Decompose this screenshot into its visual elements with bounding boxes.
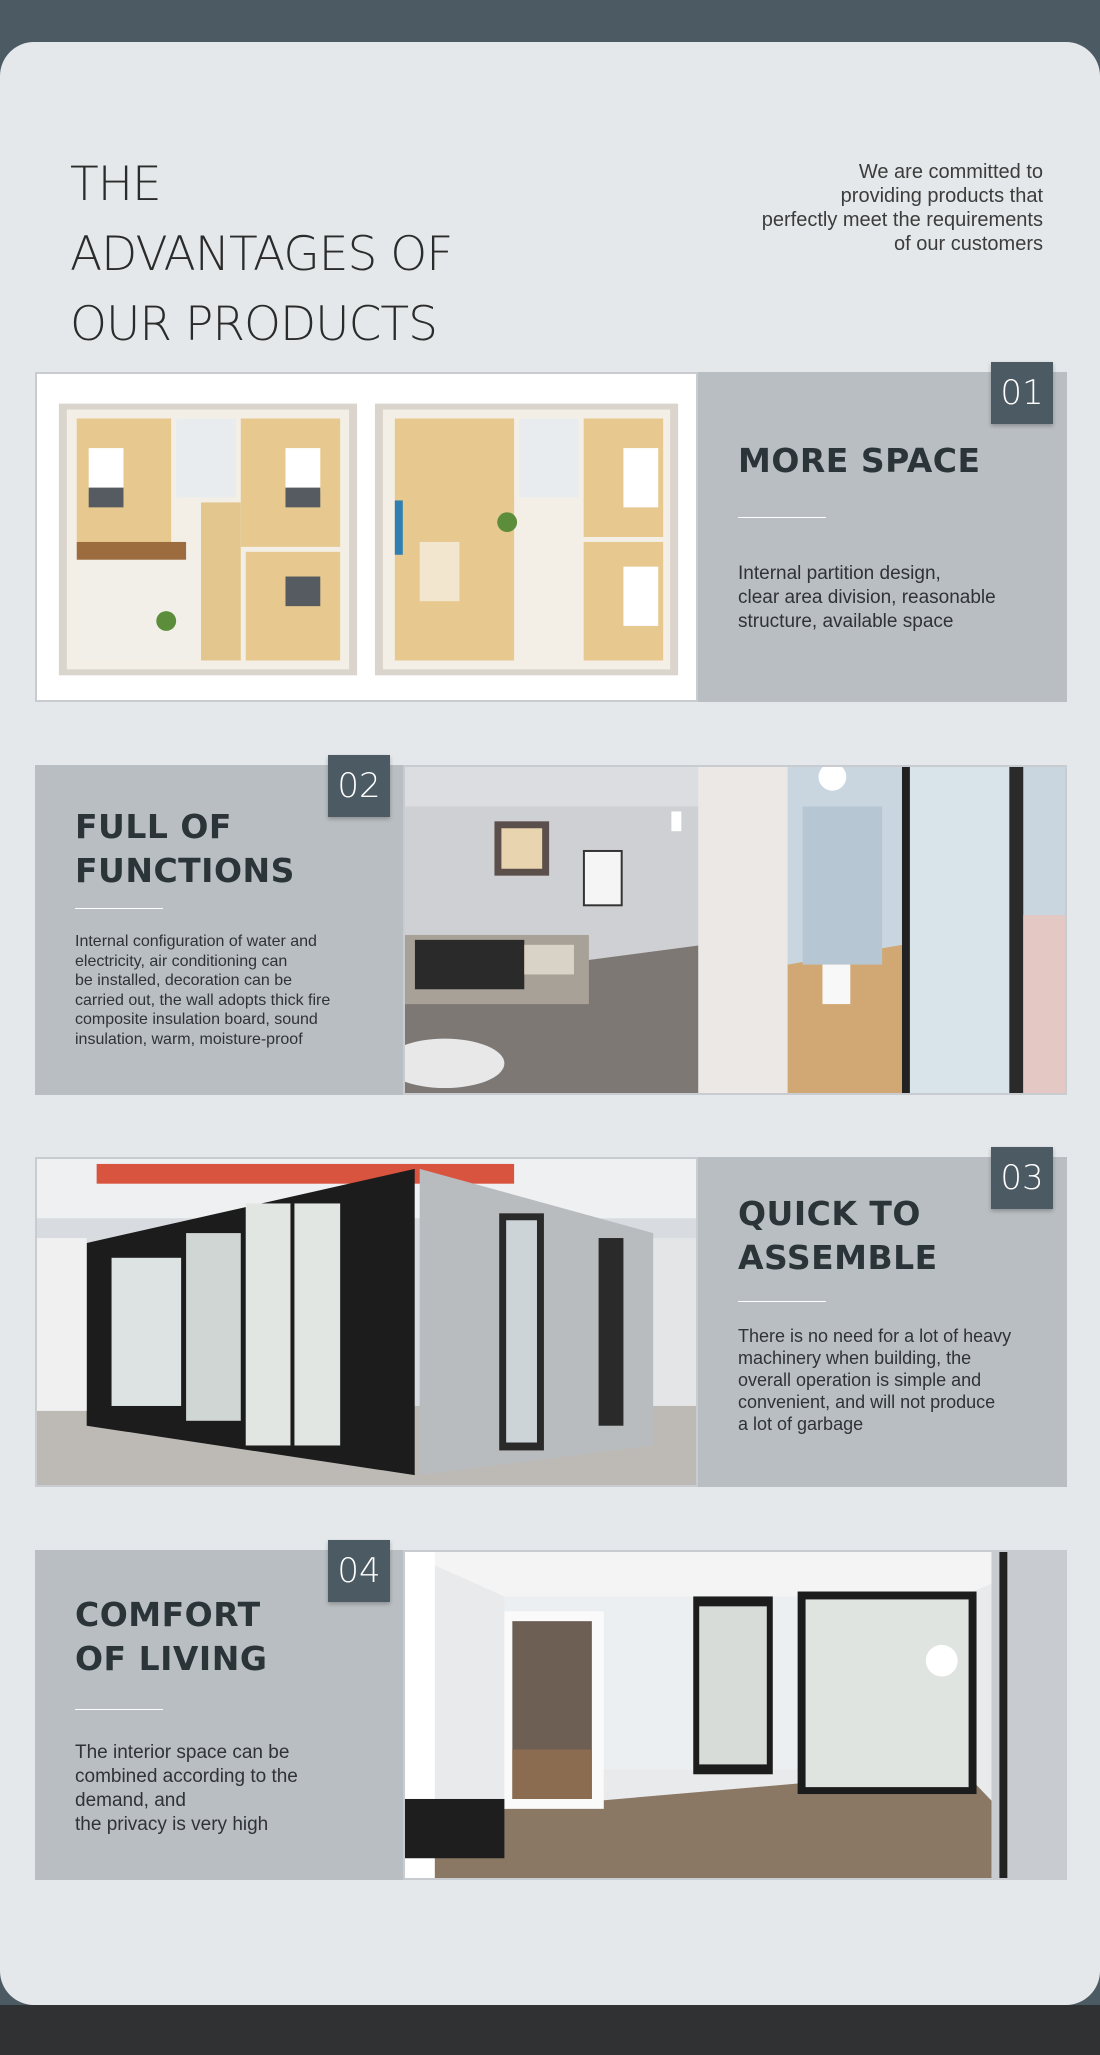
- description-line: There is no need for a lot of heavy: [738, 1326, 1012, 1346]
- living-room-bathroom-image: [403, 765, 1067, 1095]
- section-description: [75, 932, 395, 1049]
- section-number-badge: 01: [991, 362, 1053, 424]
- description-line: The interior space can be: [75, 1742, 290, 1763]
- divider-line: [738, 517, 826, 518]
- description-line: clear area division, reasonable: [738, 587, 996, 608]
- feature-section-assemble: [35, 1157, 1067, 1487]
- page-title-line: OUR PRODUCTS: [70, 297, 437, 352]
- description-line: insulation, warm, moisture-proof: [75, 1030, 303, 1048]
- floor-plan-image: [35, 372, 698, 702]
- description-line: convenient, and will not produce: [738, 1392, 996, 1412]
- section-title-line: FUNCTIONS: [75, 851, 295, 890]
- bottom-band: [0, 2005, 1100, 2055]
- section-title-line: OF LIVING: [75, 1639, 268, 1678]
- tagline-line: providing products that: [840, 185, 1043, 207]
- section-title: [738, 439, 981, 483]
- divider-line: [738, 1301, 826, 1302]
- description-line: overall operation is simple and: [738, 1370, 982, 1390]
- description-line: demand, and: [75, 1790, 186, 1811]
- section-number-badge: 04: [328, 1540, 390, 1602]
- description-line: structure, available space: [738, 611, 954, 632]
- section-number-badge: 02: [328, 755, 390, 817]
- tagline-line: perfectly meet the requirements: [761, 209, 1043, 231]
- interior-room-image: [403, 1550, 1067, 1880]
- feature-section-comfort: [35, 1550, 1067, 1880]
- tagline: [683, 160, 1043, 256]
- tagline-line: of our customers: [894, 233, 1043, 255]
- description-line: combined according to the: [75, 1766, 298, 1787]
- section-title: [75, 805, 295, 893]
- tagline-line: We are committed to: [858, 161, 1043, 183]
- page-title-line: THE: [70, 157, 161, 212]
- section-number-badge: 03: [991, 1147, 1053, 1209]
- description-line: electricity, air conditioning can: [75, 952, 288, 970]
- feature-section-functions: [35, 765, 1067, 1095]
- feature-panel: [698, 372, 1067, 702]
- description-line: machinery when building, the: [738, 1348, 972, 1368]
- section-title-line: COMFORT: [75, 1595, 261, 1634]
- description-line: the privacy is very high: [75, 1814, 269, 1835]
- page-title-line: ADVANTAGES OF: [70, 227, 453, 282]
- description-line: a lot of garbage: [738, 1414, 864, 1434]
- section-title-line: MORE SPACE: [738, 441, 981, 480]
- page-title: [70, 150, 452, 360]
- section-description: [738, 1325, 1058, 1435]
- divider-line: [75, 908, 163, 909]
- feature-panel: [35, 765, 403, 1095]
- description-line: Internal configuration of water and: [75, 933, 317, 950]
- section-description: [75, 1741, 395, 1837]
- section-title-line: FULL OF: [75, 807, 232, 846]
- description-line: composite insulation board, sound: [75, 1011, 318, 1028]
- description-line: Internal partition design,: [738, 563, 941, 584]
- description-line: be installed, decoration can be: [75, 972, 293, 989]
- section-title-line: QUICK TO: [738, 1194, 921, 1233]
- feature-section-more-space: [35, 372, 1067, 702]
- feature-panel: [698, 1157, 1067, 1487]
- feature-panel: [35, 1550, 403, 1880]
- section-title-line: ASSEMBLE: [738, 1238, 938, 1277]
- section-description: [738, 562, 1058, 634]
- divider-line: [75, 1709, 163, 1710]
- section-title: [738, 1192, 938, 1280]
- description-line: carried out, the wall adopts thick fire: [75, 991, 331, 1009]
- section-title: [75, 1593, 267, 1681]
- container-house-image: [35, 1157, 698, 1487]
